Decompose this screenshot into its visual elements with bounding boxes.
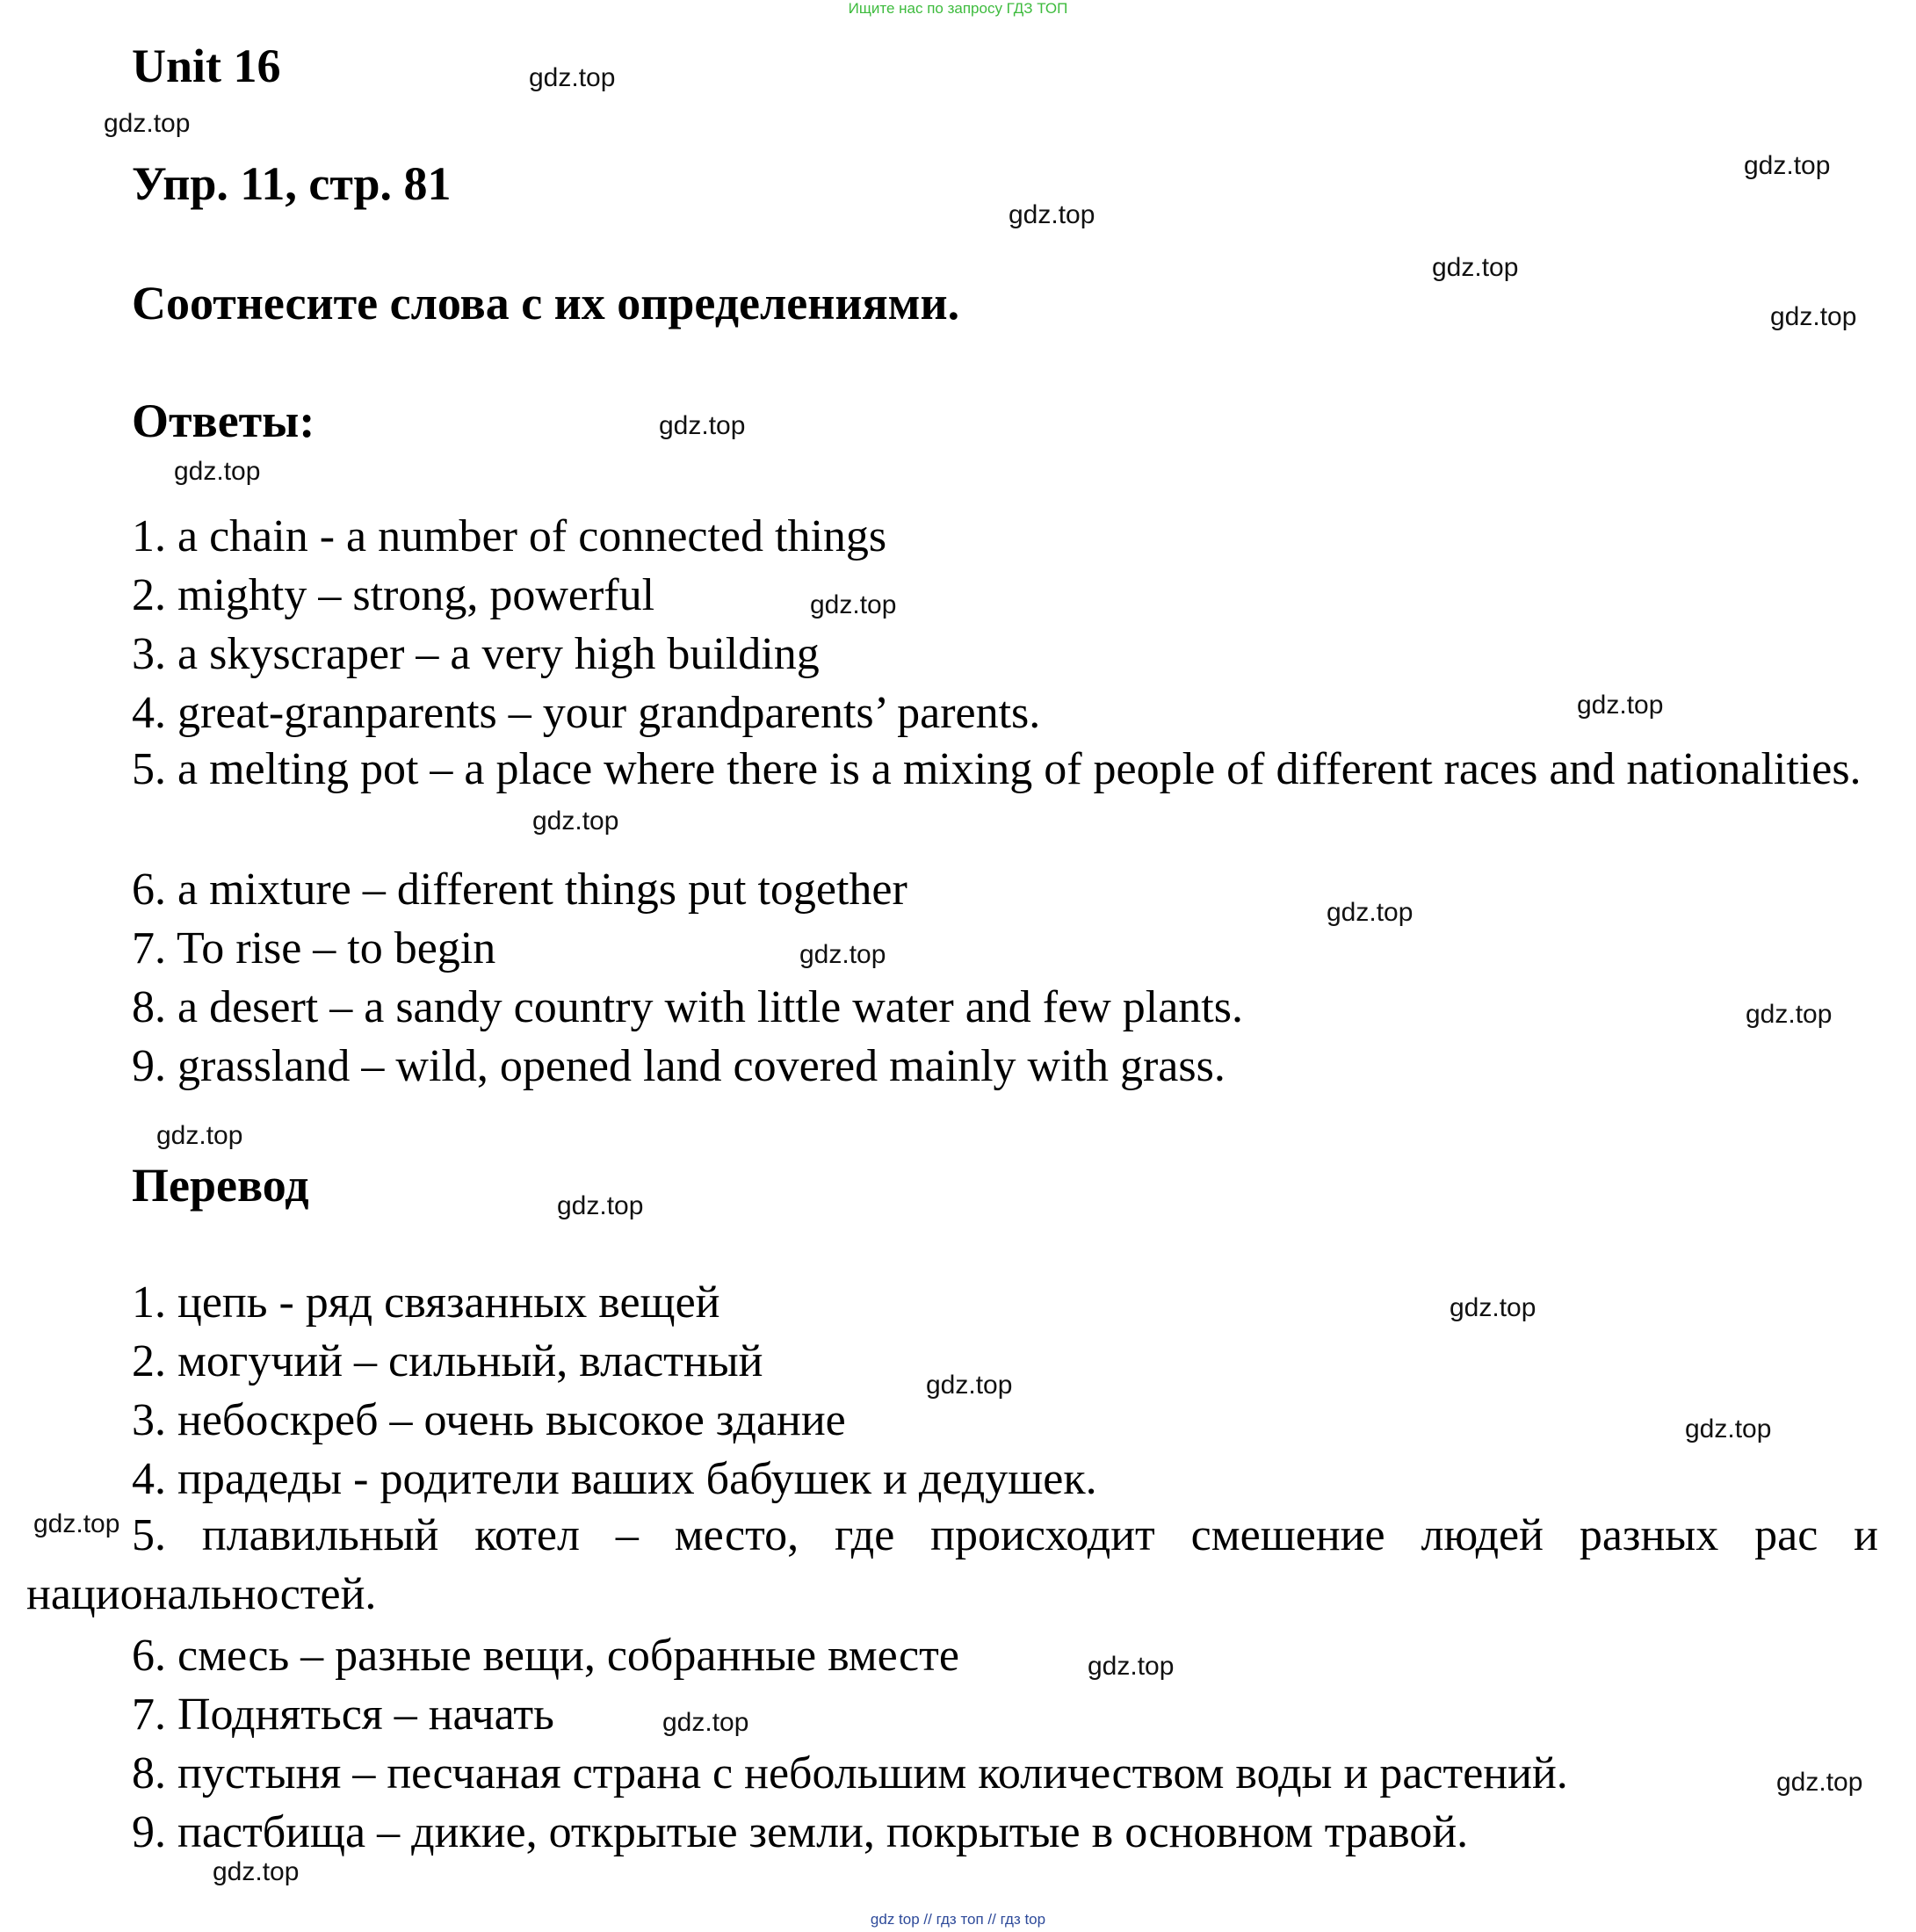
answer-item: 7. To rise – to begin xyxy=(132,923,496,973)
translation-item: 4. прадеды - родители ваших бабушек и дедушек. xyxy=(132,1454,1097,1504)
answer-item: 9. grassland – wild, opened land covered mainly with grass. xyxy=(132,1041,1226,1091)
answer-item: 5. a melting pot – a place where there is a mixing of people of different races and nationalities. xyxy=(132,744,1862,794)
top-banner: Ищите нас по запросу ГДЗ ТОП xyxy=(848,0,1068,17)
answer-item: 2. mighty – strong, powerful xyxy=(132,570,655,620)
watermark: gdz.top xyxy=(1009,200,1095,229)
watermark: gdz.top xyxy=(557,1191,644,1220)
answer-item: 4. great-granparents – your grandparents’ parents. xyxy=(132,688,1041,738)
watermark: gdz.top xyxy=(810,590,897,619)
watermark: gdz.top xyxy=(659,411,746,440)
translation-item: 8. пустыня – песчаная страна с небольшим количеством воды и растений. xyxy=(132,1748,1568,1798)
exercise-title: Упр. 11, стр. 81 xyxy=(132,157,452,210)
watermark: gdz.top xyxy=(174,457,261,486)
translation-item: 5. плавильный котел – место, где происходит смешение людей разных рас и национальностей. xyxy=(26,1510,1878,1619)
watermark: gdz.top xyxy=(926,1371,1013,1400)
watermark: gdz.top xyxy=(1685,1415,1772,1444)
answer-item: 6. a mixture – different things put together xyxy=(132,865,907,915)
translation-item: 6. смесь – разные вещи, собранные вместе xyxy=(132,1631,959,1681)
answer-item: 1. a chain - a number of connected things xyxy=(132,511,887,561)
translation-item: 7. Подняться – начать xyxy=(132,1690,554,1740)
watermark: gdz.top xyxy=(529,63,616,92)
watermark: gdz.top xyxy=(532,807,619,836)
translation-item: 2. могучий – сильный, властный xyxy=(132,1336,763,1386)
unit-title: Unit 16 xyxy=(132,40,281,92)
watermark: gdz.top xyxy=(213,1857,300,1886)
answer-item: 3. a skyscraper – a very high building xyxy=(132,629,820,679)
watermark: gdz.top xyxy=(1450,1293,1536,1322)
watermark: gdz.top xyxy=(1577,691,1664,720)
translation-heading: Перевод xyxy=(132,1159,309,1212)
watermark: gdz.top xyxy=(1744,151,1831,180)
watermark: gdz.top xyxy=(1746,1000,1833,1029)
instruction: Соотнесите слова с их определениями. xyxy=(132,277,960,329)
watermark: gdz.top xyxy=(662,1708,749,1737)
watermark: gdz.top xyxy=(799,940,886,969)
translation-item: 3. небоскреб – очень высокое здание xyxy=(132,1395,846,1445)
footer: gdz top // гдз топ // гдз top xyxy=(870,1911,1046,1928)
watermark: gdz.top xyxy=(33,1509,120,1538)
watermark: gdz.top xyxy=(156,1121,243,1150)
watermark: gdz.top xyxy=(1776,1768,1863,1797)
translation-item: 9. пастбища – дикие, открытые земли, покрытые в основном травой. xyxy=(132,1807,1469,1857)
answers-heading: Ответы: xyxy=(132,394,315,447)
watermark: gdz.top xyxy=(1088,1652,1175,1681)
watermark: gdz.top xyxy=(1327,898,1414,927)
answer-item: 8. a desert – a sandy country with little water and few plants. xyxy=(132,982,1243,1032)
watermark: gdz.top xyxy=(1770,302,1857,331)
translation-item: 1. цепь - ряд связанных вещей xyxy=(132,1277,720,1328)
watermark: gdz.top xyxy=(104,109,191,138)
watermark: gdz.top xyxy=(1432,253,1519,282)
